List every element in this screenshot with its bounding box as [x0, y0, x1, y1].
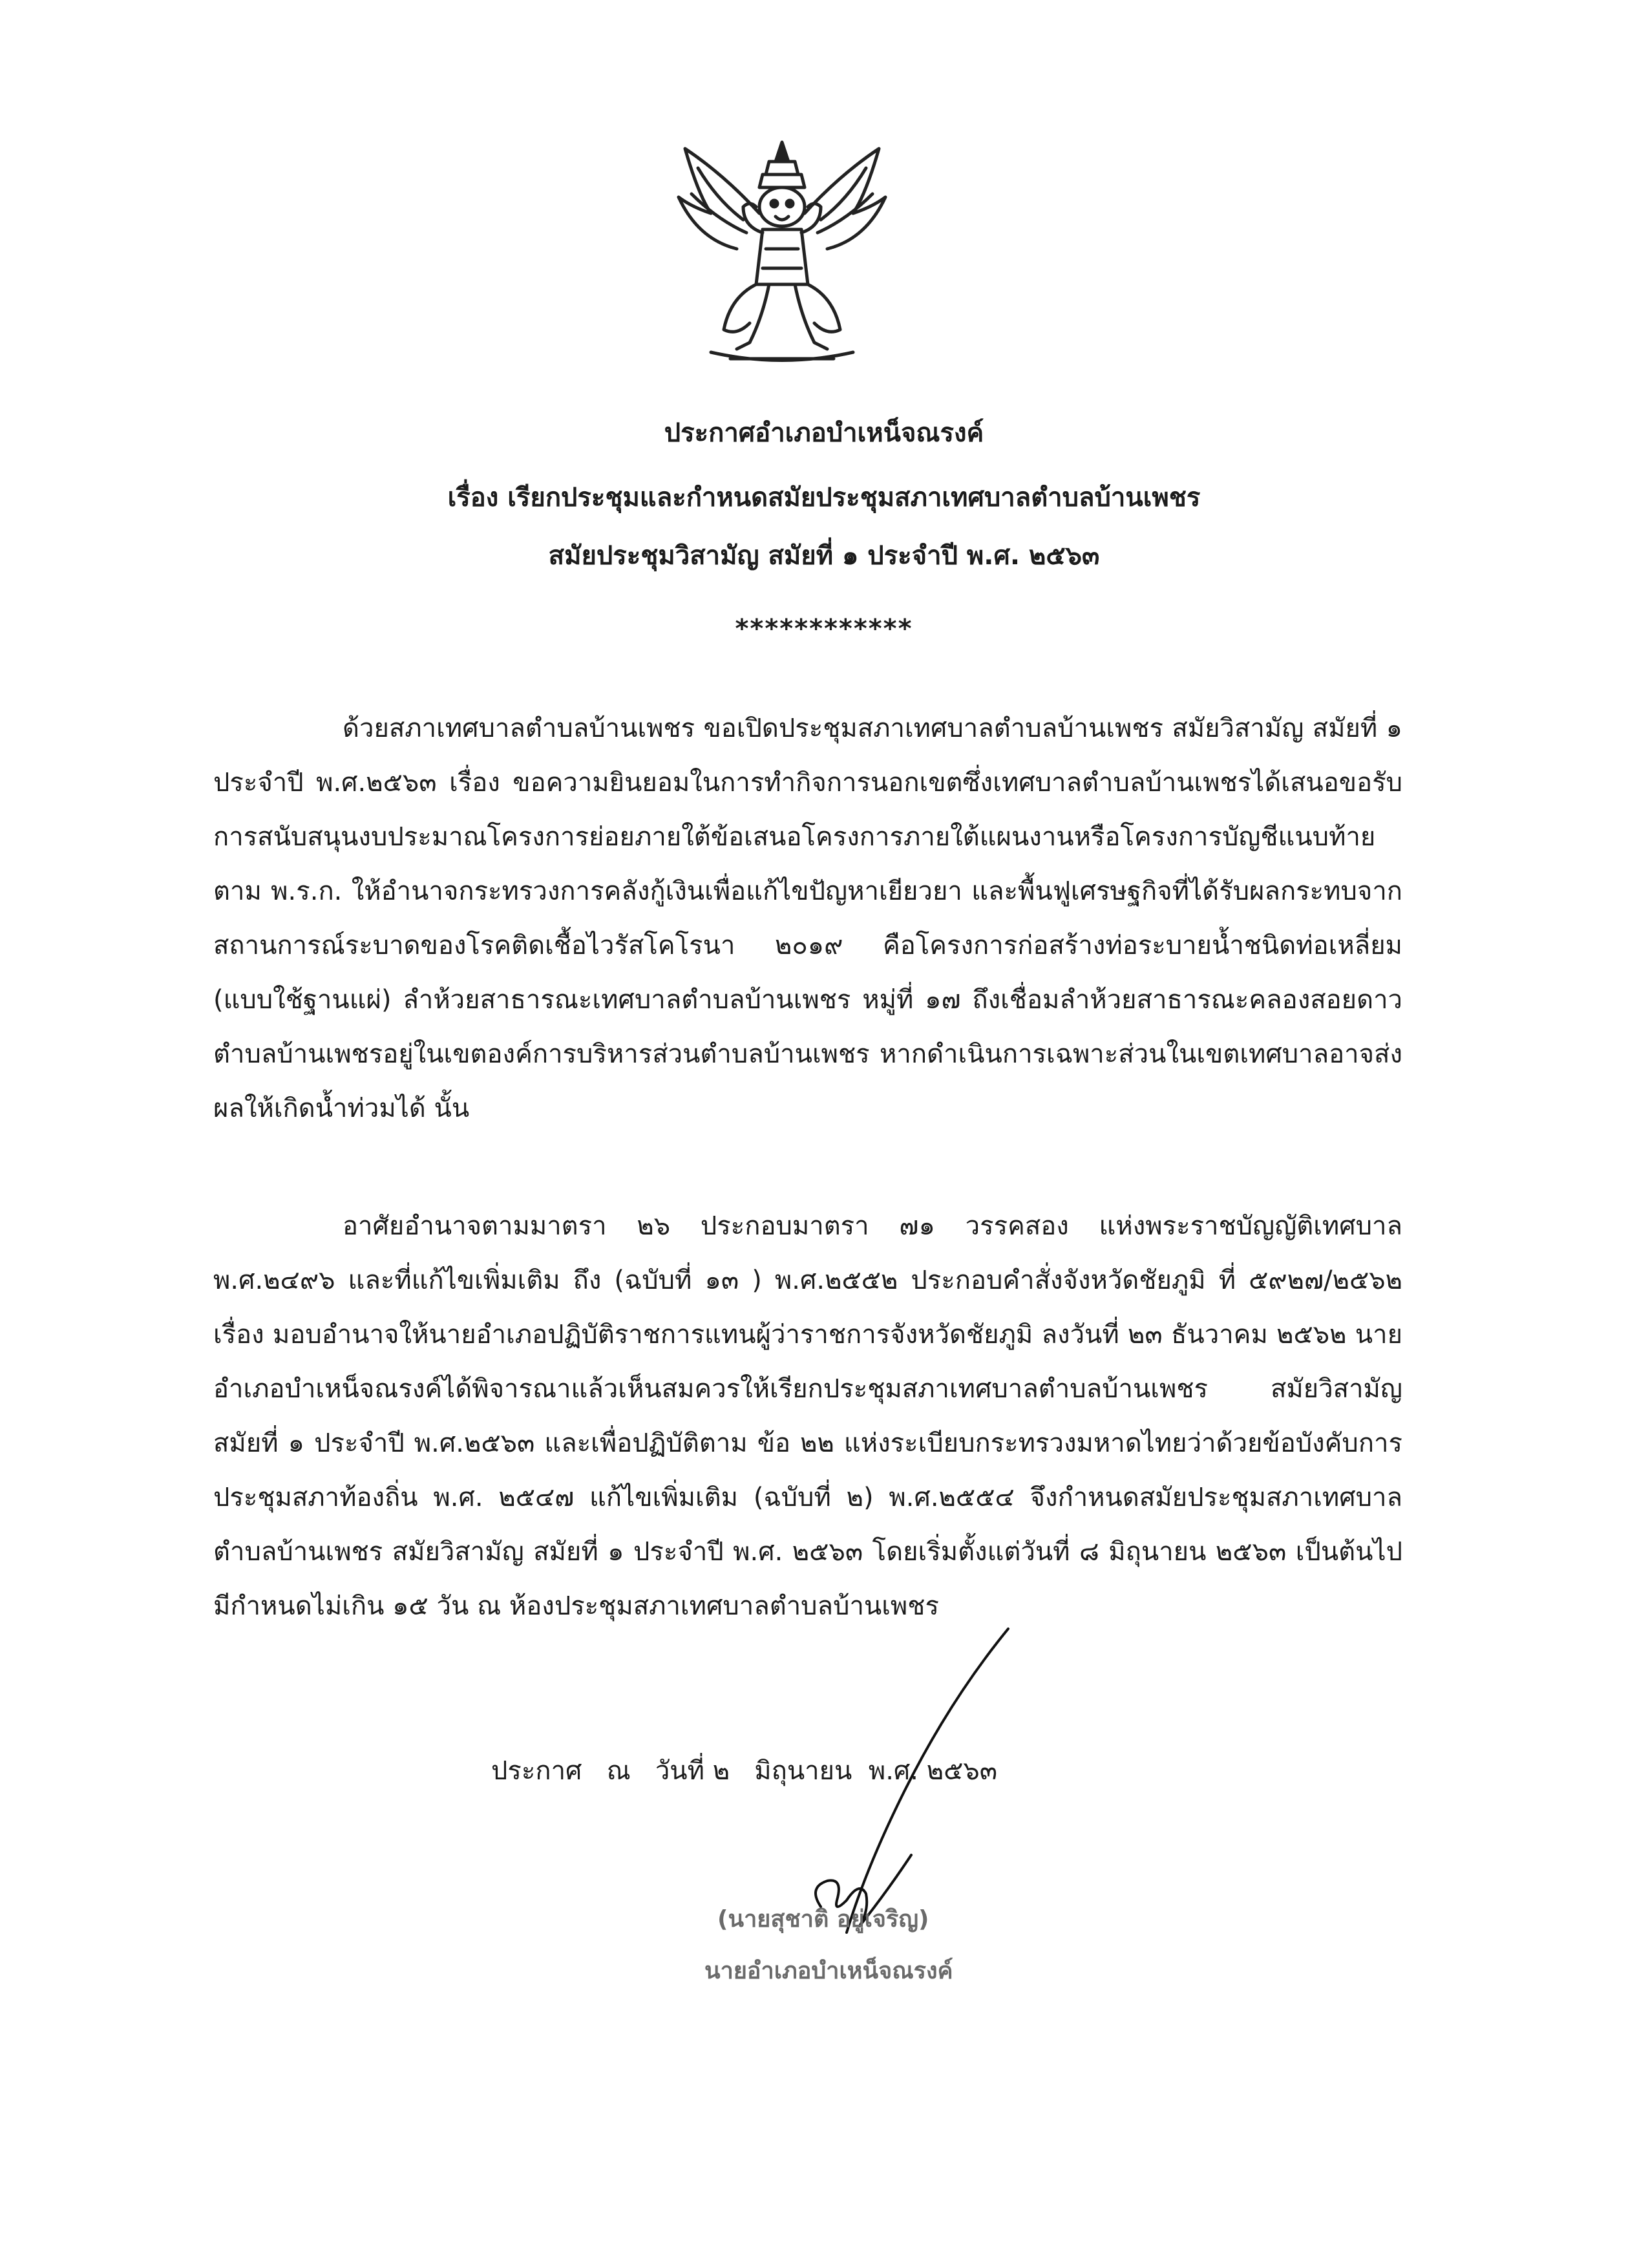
body-paragraph-2: อาศัยอำนาจตามมาตรา ๒๖ ประกอบมาตรา ๗๑ วรรคสอง แห่งพระราชบัญญัติเทศบาล พ.ศ.๒๔๙๖ และที่แก้ไขเพิ่มเติม ถึง (ฉบับที่ ๑๓ ) พ.ศ.๒๕๕๒ ประกอบคำสั่งจังหวัดชัยภูมิ ที่ ๕๙๒๗/๒๕๖๒ เรื่อง มอบอำนาจให้นายอำเภอปฏิบัติราชการแทนผู้ว่าราชการจังหวัดชัยภูมิ ลงวันที่ ๒๓ ธันวาคม ๒๕๖๒ นายอำเภอบำเหน็จณรงค์ได้พิจารณาแล้วเห็นสมควรให้เรียกประชุมสภาเทศบาลตำบลบ้านเพชร สมัยวิสามัญ สมัยที่ ๑ ประจำปี พ.ศ.๒๕๖๓ และเพื่อปฏิบัติตาม ข้อ ๒๒ แห่งระเบียบกระทรวงมหาดไทยว่าด้วยข้อบังคับการประชุมสภาท้องถิ่น พ.ศ. ๒๕๔๗ แก้ไขเพิ่มเติม (ฉบับที่ ๒) พ.ศ.๒๕๕๔ จึงกำหนดสมัยประชุมสภาเทศบาลตำบลบ้านเพชร สมัยวิสามัญ สมัยที่ ๑ ประจำปี พ.ศ. ๒๕๖๓ โดยเริ่มตั้งแต่วันที่ ๘ มิถุนายน ๒๕๖๓ เป็นต้นไป มีกำหนดไม่เกิน ๑๕ วัน ณ ห้องประชุมสภาเทศบาลตำบลบ้านเพชร: [213, 1211, 1403, 1621]
body-paragraph-1: ด้วยสภาเทศบาลตำบลบ้านเพชร ขอเปิดประชุมสภาเทศบาลตำบลบ้านเพชร สมัยวิสามัญ สมัยที่ ๑ ประจำปี พ.ศ.๒๕๖๓ เรื่อง ขอความยินยอมในการทำกิจการนอกเขตซึ่งเทศบาลตำบลบ้านเพชรได้เสนอขอรับการสนับสนุนงบประมาณโครงการย่อยภายใต้ข้อเสนอโครงการภายใต้แผนงานหรือโครงการบัญชีแนบท้ายตาม พ.ร.ก. ให้อำนาจกระทรวงการคลังกู้เงินเพื่อแก้ไขปัญหาเยียวยา และพื้นฟูเศรษฐกิจที่ได้รับผลกระทบจากสถานการณ์ระบาดของโรคติดเชื้อไวรัสโคโรนา ๒๐๑๙ คือโครงการก่อสร้างท่อระบายน้ำชนิดท่อเหลี่ยม (แบบใช้ฐานแผ่) ลำห้วยสาธารณะเทศบาลตำบลบ้านเพชร หมู่ที่ ๑๗ ถึงเชื่อมลำห้วยสาธารณะคลองสอยดาวตำบลบ้านเพชรอยู่ในเขตองค์การบริหารส่วนตำบลบ้านเพชร หากดำเนินการเฉพาะส่วนในเขตเทศบาลอาจส่งผลให้เกิดน้ำท่วมได้ นั้น: [213, 714, 1402, 1123]
garuda-emblem-icon: [672, 136, 892, 368]
heading-separator: ************: [735, 614, 913, 644]
signer-stamp: [704, 1894, 1066, 1997]
announcement-dateline: ประกาศ ณ วันที่ ๒ มิถุนายน พ.ศ. ๒๕๖๓: [491, 1756, 998, 1786]
signer-name: (นายสุชาติ อยู่เจริญ): [717, 1906, 929, 1933]
announcement-subject: เรื่อง เรียกประชุมและกำหนดสมัยประชุมสภาเทศบาลตำบลบ้านเพชร: [447, 483, 1201, 513]
announcement-title: ประกาศอำเภอบำเหน็จณรงค์: [664, 418, 984, 448]
session-line: สมัยประชุมวิสามัญ สมัยที่ ๑ ประจำปี พ.ศ. ๒๕๖๓: [548, 541, 1100, 571]
signer-title: นายอำเภอบำเหน็จณรงค์: [704, 1958, 953, 1984]
